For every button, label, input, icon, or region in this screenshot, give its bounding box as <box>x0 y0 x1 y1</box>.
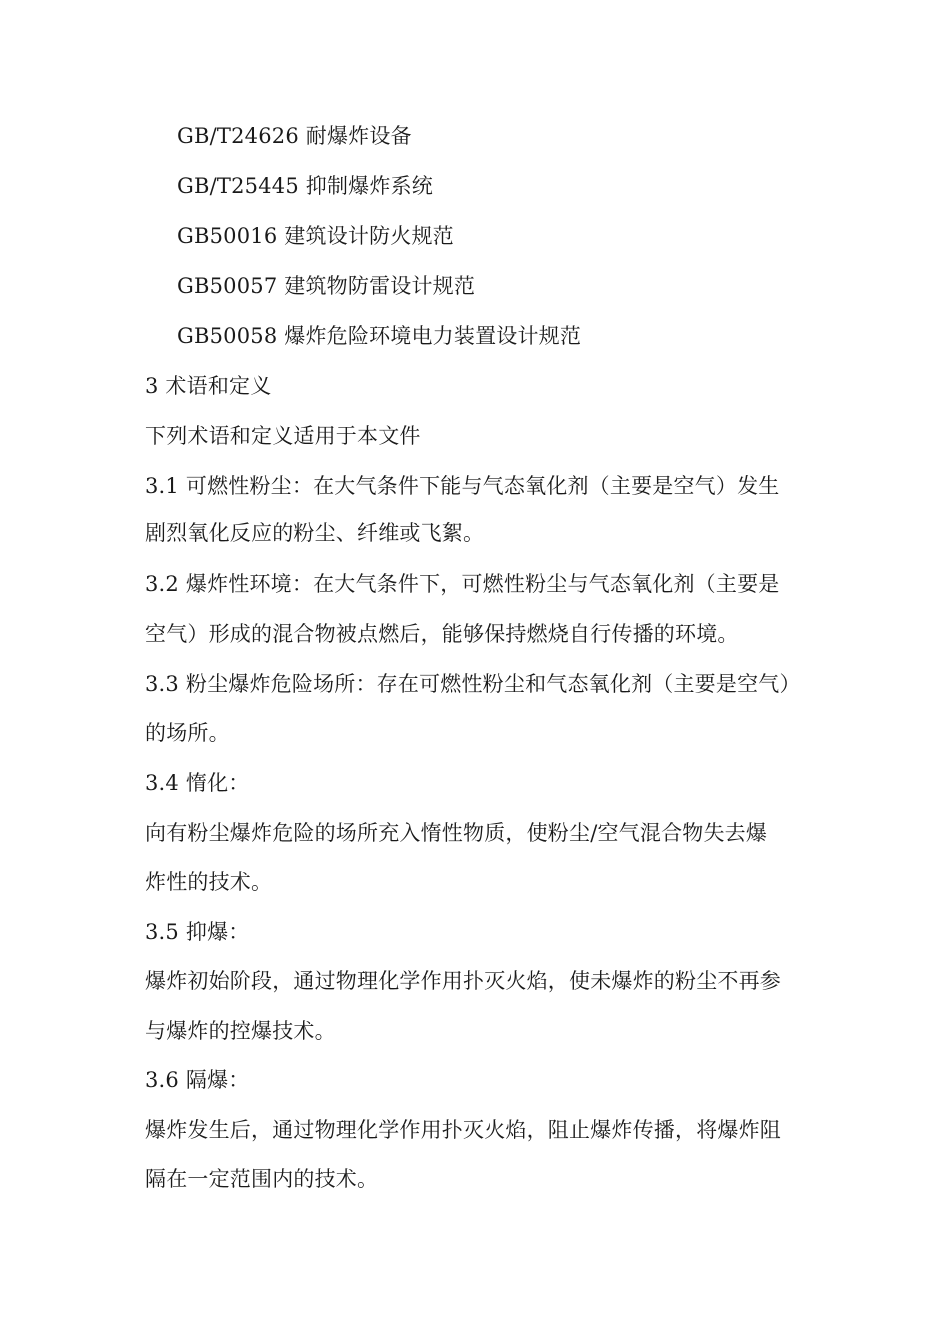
reference-item: GB50016 建筑设计防火规范 <box>177 224 454 248</box>
reference-item: GB50058 爆炸危险环境电力装置设计规范 <box>177 324 582 348</box>
reference-item: GB50057 建筑物防雷设计规范 <box>177 274 476 298</box>
term-3-2-line-2: 空气）形成的混合物被点燃后，能够保持燃烧自行传播的环境。 <box>145 622 739 646</box>
section-heading: 3 术语和定义 <box>145 374 272 398</box>
section-intro: 下列术语和定义适用于本文件 <box>145 424 421 448</box>
term-3-2-line-1: 3.2 爆炸性环境：在大气条件下，可燃性粉尘与气态氧化剂（主要是 <box>145 572 780 596</box>
term-3-3-line-1: 3.3 粉尘爆炸危险场所：存在可燃性粉尘和气态氧化剂（主要是空气） <box>145 672 801 696</box>
term-3-5-line-2: 与爆炸的控爆技术。 <box>145 1019 336 1043</box>
term-3-3-line-2: 的场所。 <box>145 721 230 745</box>
term-3-6-heading: 3.6 隔爆： <box>145 1068 250 1092</box>
term-3-6-line-2: 隔在一定范围内的技术。 <box>145 1167 379 1191</box>
term-3-4-line-2: 炸性的技术。 <box>145 870 273 894</box>
term-3-4-line-1: 向有粉尘爆炸危险的场所充入惰性物质，使粉尘/空气混合物失去爆 <box>145 821 768 845</box>
term-3-1-line-2: 剧烈氧化反应的粉尘、纤维或飞絮。 <box>145 521 485 545</box>
reference-item: GB/T24626 耐爆炸设备 <box>177 124 412 148</box>
reference-item: GB/T25445 抑制爆炸系统 <box>177 174 433 198</box>
term-3-1-line-1: 3.1 可燃性粉尘：在大气条件下能与气态氧化剂（主要是空气）发生 <box>145 474 780 498</box>
term-3-5-line-1: 爆炸初始阶段，通过物理化学作用扑灭火焰，使未爆炸的粉尘不再参 <box>145 969 781 993</box>
term-3-5-heading: 3.5 抑爆： <box>145 920 250 944</box>
term-3-4-heading: 3.4 惰化： <box>145 771 250 795</box>
term-3-6-line-1: 爆炸发生后，通过物理化学作用扑灭火焰，阻止爆炸传播，将爆炸阻 <box>145 1118 781 1142</box>
